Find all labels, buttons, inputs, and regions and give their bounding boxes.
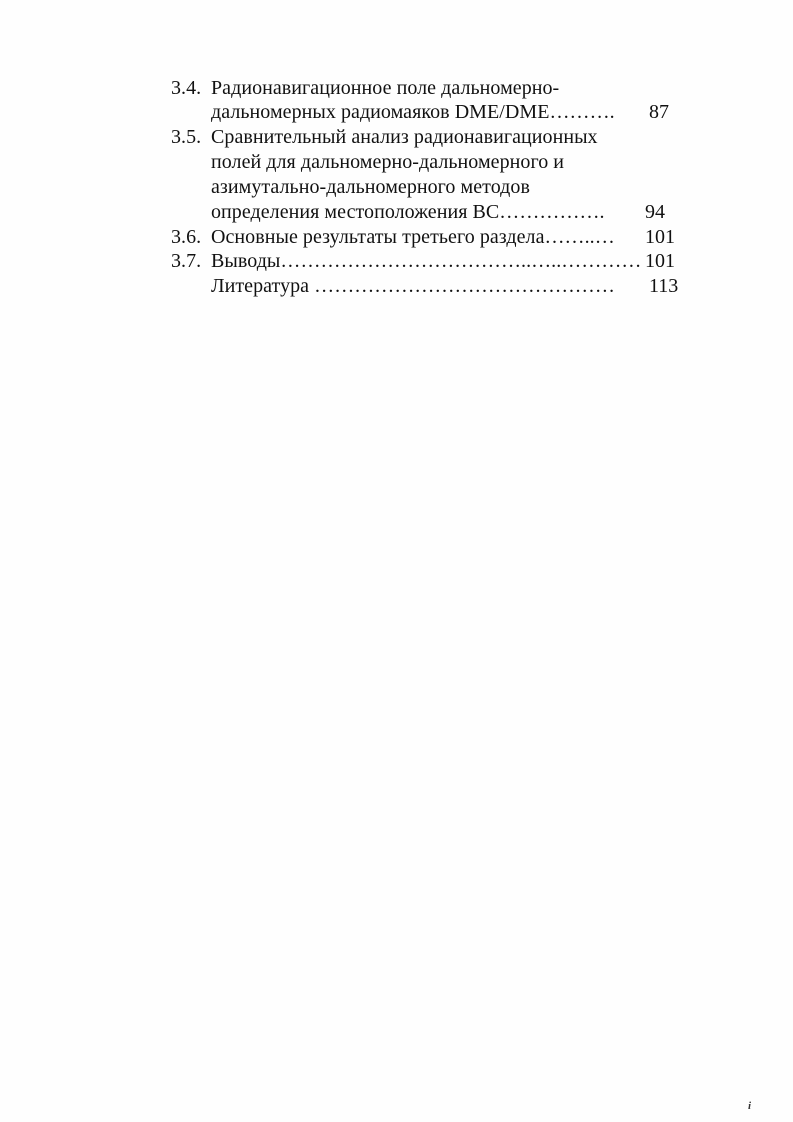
- toc-entry-3-7-page: 101: [645, 250, 675, 272]
- toc-entry-3-6-title: Основные результаты третьего раздела……..…: [211, 226, 615, 248]
- toc-entry-3-7-title: Выводы………………………………..…..…………: [211, 250, 642, 272]
- toc-entry-3-5-title-line-2: полей для дальномерно-дальномерного и: [211, 151, 565, 173]
- toc-entry-3-6-number: 3.6.: [171, 226, 202, 248]
- toc-entry-literature-page: 113: [649, 275, 679, 297]
- toc-entry-3-5-page: 94: [645, 201, 665, 223]
- toc-entry-3-5-number: 3.5.: [171, 126, 202, 148]
- toc-entry-3-7-number: 3.7.: [171, 250, 202, 272]
- toc-entry-3-5-title-line-3: азимутально-дальномерного методов: [211, 176, 530, 198]
- corner-mark: i: [748, 1100, 752, 1112]
- toc-entry-3-4-title-line-2: дальномерных радиомаяков DME/DME……….: [211, 101, 615, 123]
- toc-entry-literature-title: Литература ………………………………………: [211, 275, 615, 297]
- toc-entry-3-5-title-line-1: Сравнительный анализ радионавигационных: [211, 126, 598, 148]
- toc-entry-3-4-title-line-1: Радионавигационное поле дальномерно-: [211, 77, 560, 99]
- toc-entry-3-5-title-line-4: определения местоположения ВС…………….: [211, 201, 605, 223]
- toc-entry-3-4-number: 3.4.: [171, 77, 202, 99]
- toc-entry-3-4-page: 87: [649, 101, 669, 123]
- toc-entry-3-6-page: 101: [645, 226, 675, 248]
